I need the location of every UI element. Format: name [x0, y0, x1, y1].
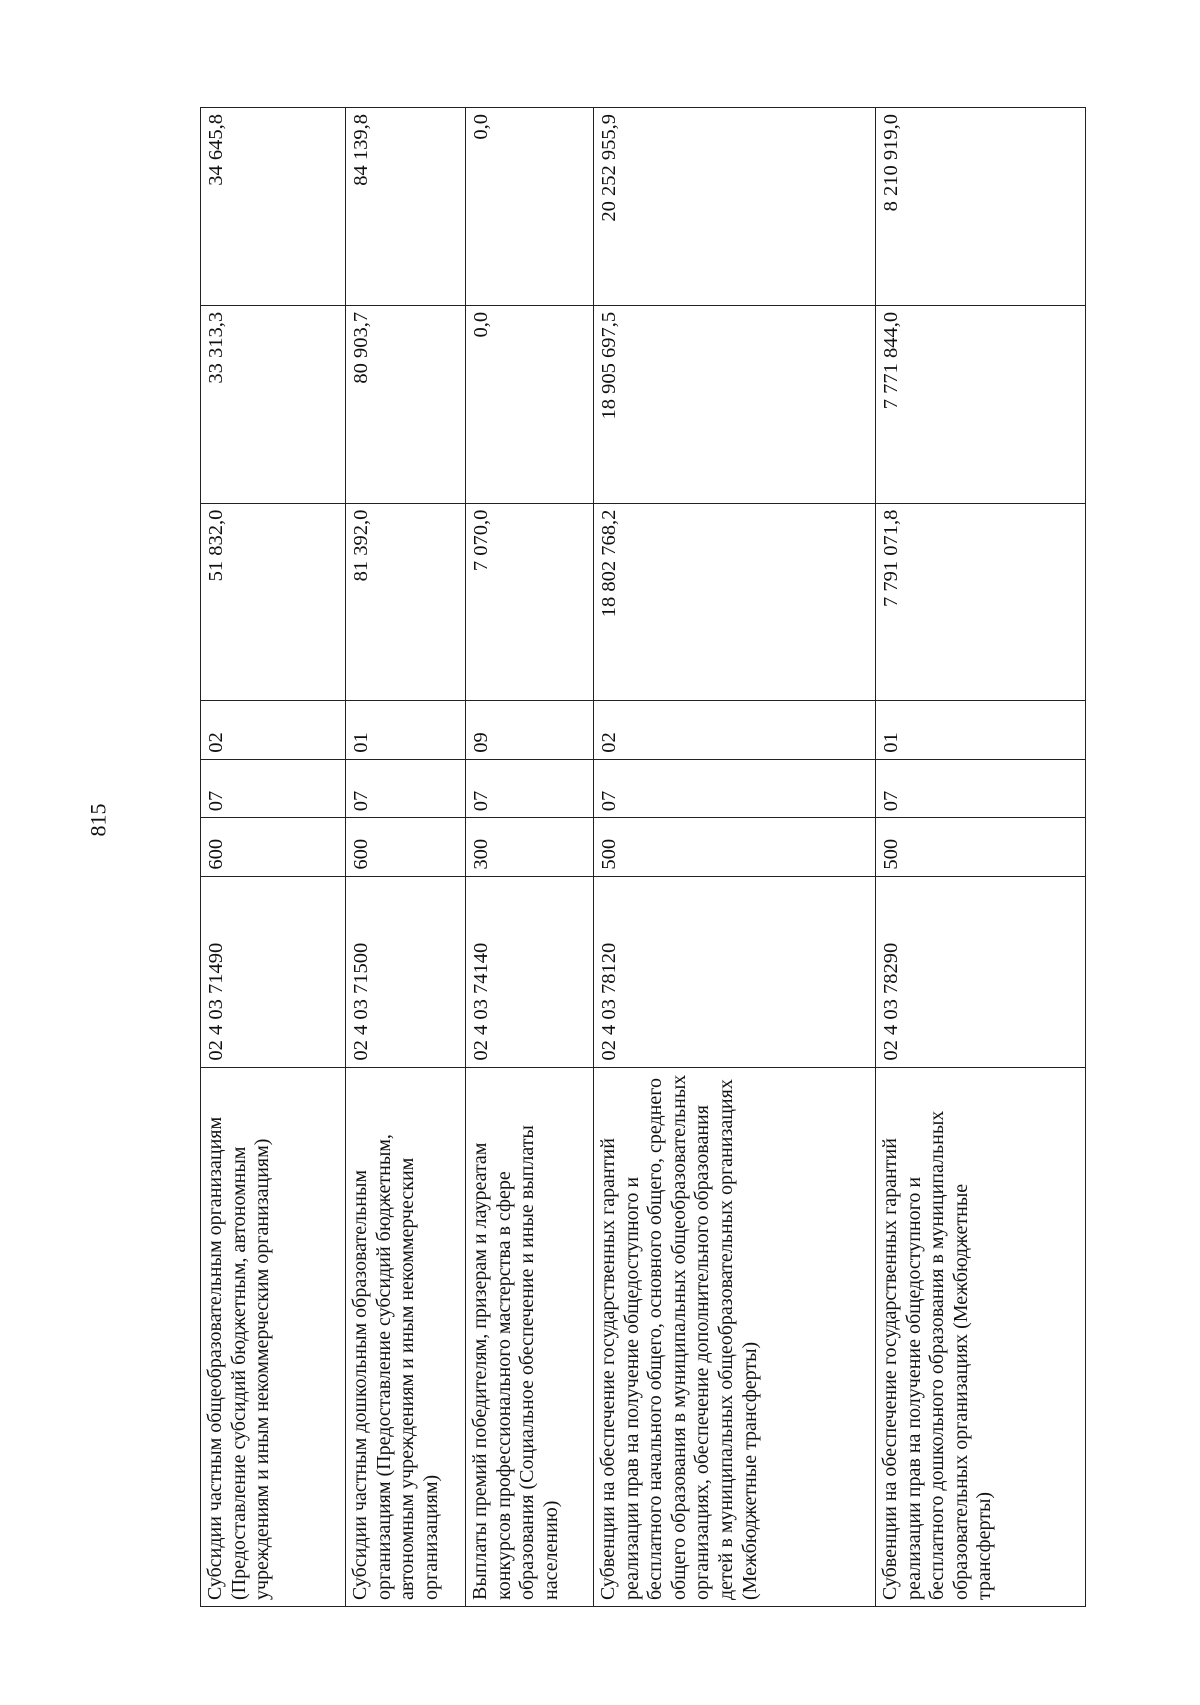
row-sum-1: 7 791 071,8	[876, 503, 1086, 701]
row-sum-1: 18 802 768,2	[594, 503, 876, 701]
row-vr: 300	[466, 818, 594, 876]
row-vr: 600	[201, 818, 346, 876]
row-sum-3: 34 645,8	[201, 108, 346, 306]
row-pr: 02	[594, 701, 876, 759]
row-sum-1: 81 392,0	[346, 503, 466, 701]
row-code: 02 4 03 74140	[466, 876, 594, 1067]
row-sum-3: 0,0	[466, 108, 594, 306]
row-sum-2: 7 771 844,0	[876, 305, 1086, 503]
row-code: 02 4 03 71500	[346, 876, 466, 1067]
page-number	[83, 790, 113, 850]
row-description: Субсидии частным общеобразовательным организациям (Предоставление субсидий бюджетным, автономным учреждениям и иным некоммерческим организациям)	[201, 1067, 346, 1606]
row-description: Выплаты премий победителям, призерам и лауреатам конкурсов профессионального мастерства в сфере образования (Социальное обеспечение и иные выплаты населению)	[466, 1067, 594, 1606]
row-vr: 500	[594, 818, 876, 876]
page-number-text: 815	[85, 803, 110, 837]
row-rz: 07	[594, 759, 876, 817]
row-sum-2: 0,0	[466, 305, 594, 503]
row-pr: 01	[346, 701, 466, 759]
row-rz: 07	[201, 759, 346, 817]
row-sum-3: 8 210 919,0	[876, 108, 1086, 306]
row-code: 02 4 03 78290	[876, 876, 1086, 1067]
table-row	[466, 108, 594, 1607]
budget-table-container	[200, 107, 1085, 1607]
row-description: Субвенции на обеспечение государственных гарантий реализации прав на получение общедоступного и бесплатного дошкольного образования в муниципальных образовательных организациях (Межбюджетные трансферты)	[876, 1067, 1086, 1606]
row-code: 02 4 03 78120	[594, 876, 876, 1067]
row-sum-3: 84 139,8	[346, 108, 466, 306]
row-description: Субвенции на обеспечение государственных гарантий реализации прав на получение общедоступного и бесплатного начального общего, основного общего, среднего общего образования в муниципальных общеобразовательных организациях, обеспечение дополнительного образования детей в муниципальных общеобразовательных организациях (Межбюджетные трансферты)	[594, 1067, 876, 1606]
row-code: 02 4 03 71490	[201, 876, 346, 1067]
table-row	[876, 108, 1086, 1607]
row-pr: 01	[876, 701, 1086, 759]
row-vr: 600	[346, 818, 466, 876]
table-row	[201, 108, 346, 1607]
row-rz: 07	[466, 759, 594, 817]
row-description: Субсидии частным дошкольным образовательным организациям (Предоставление субсидий бюджетным, автономным учреждениям и иным некоммерческим организациям)	[346, 1067, 466, 1606]
table-row	[594, 108, 876, 1607]
row-vr: 500	[876, 818, 1086, 876]
row-sum-2: 18 905 697,5	[594, 305, 876, 503]
budget-table	[200, 107, 1086, 1607]
row-rz: 07	[876, 759, 1086, 817]
row-rz: 07	[346, 759, 466, 817]
row-pr: 02	[201, 701, 346, 759]
row-sum-2: 80 903,7	[346, 305, 466, 503]
table-row	[346, 108, 466, 1607]
row-sum-2: 33 313,3	[201, 305, 346, 503]
row-sum-3: 20 252 955,9	[594, 108, 876, 306]
row-sum-1: 51 832,0	[201, 503, 346, 701]
row-sum-1: 7 070,0	[466, 503, 594, 701]
row-pr: 09	[466, 701, 594, 759]
